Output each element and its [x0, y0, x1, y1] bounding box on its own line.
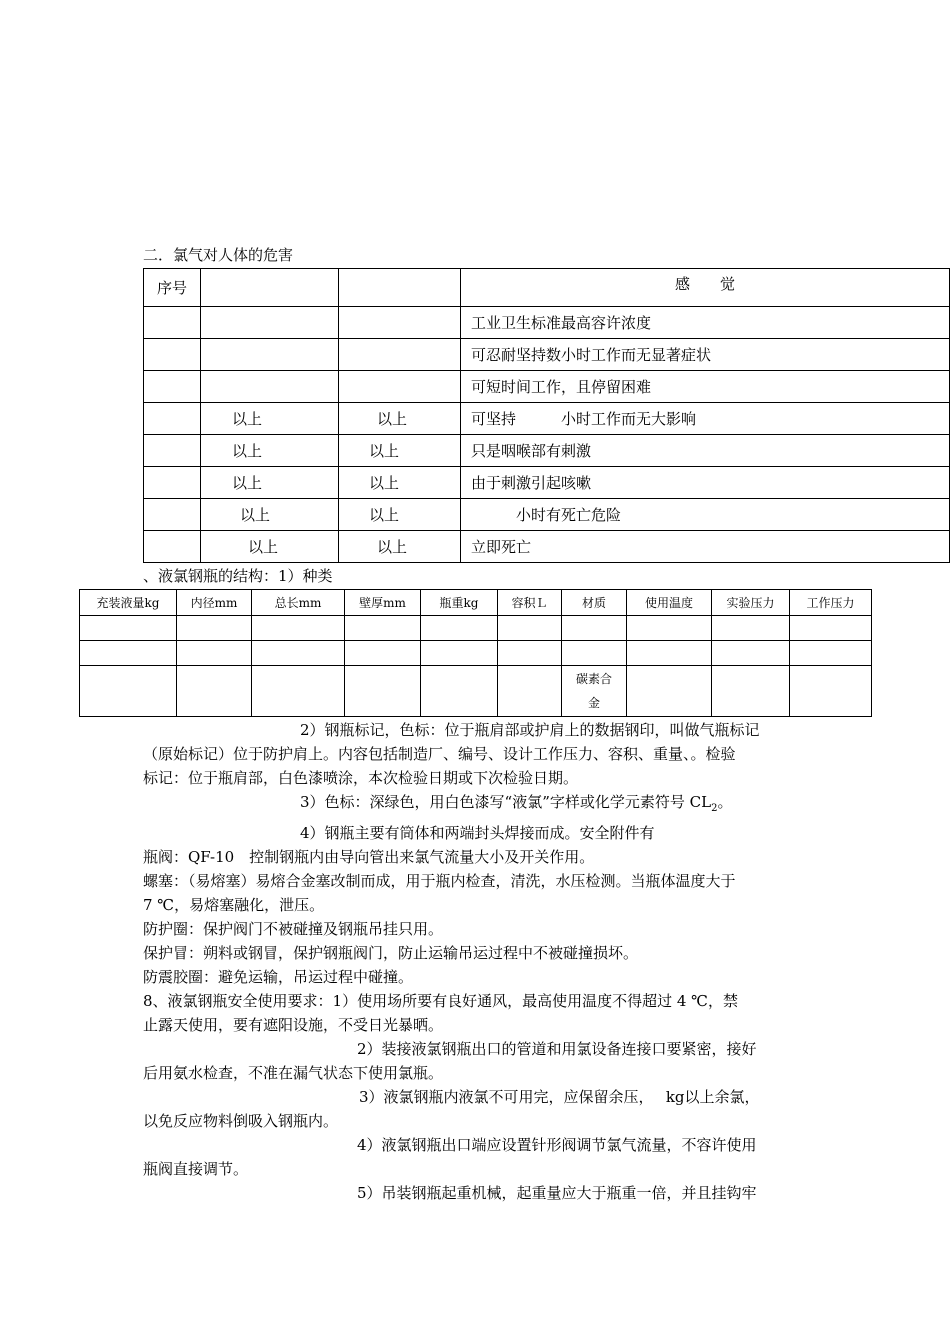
table-row	[144, 371, 950, 403]
table-cell: 以上	[339, 467, 461, 499]
material-cell	[562, 666, 627, 717]
table-cell: 立即死亡	[461, 531, 950, 563]
table-cell: 由于刺激引起咳嗽	[461, 467, 950, 499]
table-cell: 以上	[201, 499, 339, 531]
text-line: 2）装接液氯钢瓶出口的管道和用氯设备连接口要紧密，接好	[357, 1040, 757, 1058]
section-title-cylinder-structure: 、液氯钢瓶的结构：1）种类	[143, 567, 333, 585]
text-line: 止露天使用，要有遮阳设施，不受日光暴晒。	[143, 1016, 444, 1034]
cylinder-spec-table	[79, 589, 872, 717]
table-cell: 以上	[201, 435, 339, 467]
table-header-row	[144, 269, 950, 307]
section-title-chlorine-hazards: 二．氯气对人体的危害	[143, 246, 294, 264]
material-line: 碳素合	[575, 672, 612, 686]
table-cell: 以上	[339, 499, 461, 531]
header-cell: 容积Ｌ	[498, 590, 562, 616]
text-line: 7 ℃，易熔塞融化，泄压。	[143, 896, 325, 914]
text-line: 防护圈：保护阀门不被碰撞及钢瓶吊挂只用。	[143, 920, 444, 938]
material-line: 金	[587, 696, 600, 710]
header-cell: 内径mm	[177, 590, 252, 616]
header-cell	[339, 269, 461, 307]
header-cell: 实验压力	[712, 590, 790, 616]
table-cell: 以上	[201, 531, 339, 563]
text-line: 防震胶圈：避免运输，吊运过程中碰撞。	[143, 968, 414, 986]
text-line: （原始标记）位于防护肩上。内容包括制造厂、编号、设计工作压力、容积、重量、。检验	[143, 745, 736, 763]
table-row	[144, 531, 950, 563]
table-row	[144, 307, 950, 339]
subscript: 2	[711, 803, 718, 814]
text-line: 5）吊装钢瓶起重机械，起重量应大于瓶重一倍，并且挂钩牢	[357, 1184, 757, 1202]
table-cell: 以上	[339, 531, 461, 563]
text-span: 3）色标：深绿色，用白色漆写“液氯”字样或化学元素符号 CL	[300, 793, 712, 811]
text-line: 8、液氯钢瓶安全使用要求：1）使用场所要有良好通风，最高使用温度不得超过 4 ℃，禁	[143, 992, 738, 1010]
header-cell	[201, 269, 339, 307]
table-cell: 工业卫生标准最高容许浓度	[461, 307, 950, 339]
text-line: 后用氨水检查，不准在漏气状态下使用氯瓶。	[143, 1064, 444, 1082]
table-cell: 以上	[339, 435, 461, 467]
table-row	[144, 339, 950, 371]
table-cell: 可短时间工作，且停留困难	[461, 371, 950, 403]
text-line: 瓶阀直接调节。	[143, 1160, 249, 1178]
header-cell: 瓶重kg	[421, 590, 498, 616]
text-line-color-mark	[143, 790, 808, 821]
table-row	[144, 435, 950, 467]
text-line: 4）钢瓶主要有筒体和两端封头焊接而成。安全附件有	[300, 824, 655, 842]
text-line: 标记：位于瓶肩部，白色漆喷涂，本次检验日期或下次检验日期。	[143, 769, 579, 787]
chlorine-hazard-table	[143, 268, 950, 563]
header-cell: 序号	[144, 269, 201, 307]
table-cell: 只是咽喉部有刺激	[461, 435, 950, 467]
header-cell: 总长mm	[252, 590, 345, 616]
table-cell: 以上	[201, 467, 339, 499]
text-span: 。	[717, 793, 733, 811]
table-cell: 以上	[339, 403, 461, 435]
header-cell: 使用温度	[627, 590, 712, 616]
text-line: 瓶阀：QF-10 控制钢瓶内由导向管出来氯气流量大小及开关作用。	[143, 848, 595, 866]
text-line: 保护冒：朔料或钢冒，保护钢瓶阀门，防止运输吊运过程中不被碰撞损坏。	[143, 944, 639, 962]
table-header-row	[80, 590, 872, 616]
table-cell: 可坚持 小时工作而无大影响	[461, 403, 950, 435]
table-row	[80, 616, 872, 641]
header-cell: 感 觉	[461, 269, 950, 307]
table-cell: 可忍耐坚持数小时工作而无显著症状	[461, 339, 950, 371]
table-row	[80, 666, 872, 717]
paragraph-cylinder-marking	[143, 718, 808, 1205]
header-cell: 材质	[562, 590, 627, 616]
table-cell: 以上	[201, 403, 339, 435]
table-row	[144, 403, 950, 435]
table-row	[144, 499, 950, 531]
table-row	[144, 467, 950, 499]
text-line: 以免反应物料倒吸入钢瓶内。	[143, 1112, 339, 1130]
table-row	[80, 641, 872, 666]
header-cell: 壁厚mm	[345, 590, 421, 616]
table-cell: 小时有死亡危险	[461, 499, 950, 531]
header-cell: 工作压力	[790, 590, 872, 616]
text-line: 3）液氯钢瓶内液氯不可用完，应保留余压， kg以上余氯，	[359, 1088, 760, 1106]
text-line: 4）液氯钢瓶出口端应设置针形阀调节氯气流量，不容许使用	[357, 1136, 757, 1154]
header-cell: 充装液量kg	[80, 590, 177, 616]
text-line: 2）钢瓶标记，色标：位于瓶肩部或护肩上的数据钢印，叫做气瓶标记	[300, 721, 760, 739]
text-line: 螺塞：（易熔塞）易熔合金塞改制而成，用于瓶内检查，清洗，水压检测。当瓶体温度大于	[143, 872, 736, 890]
